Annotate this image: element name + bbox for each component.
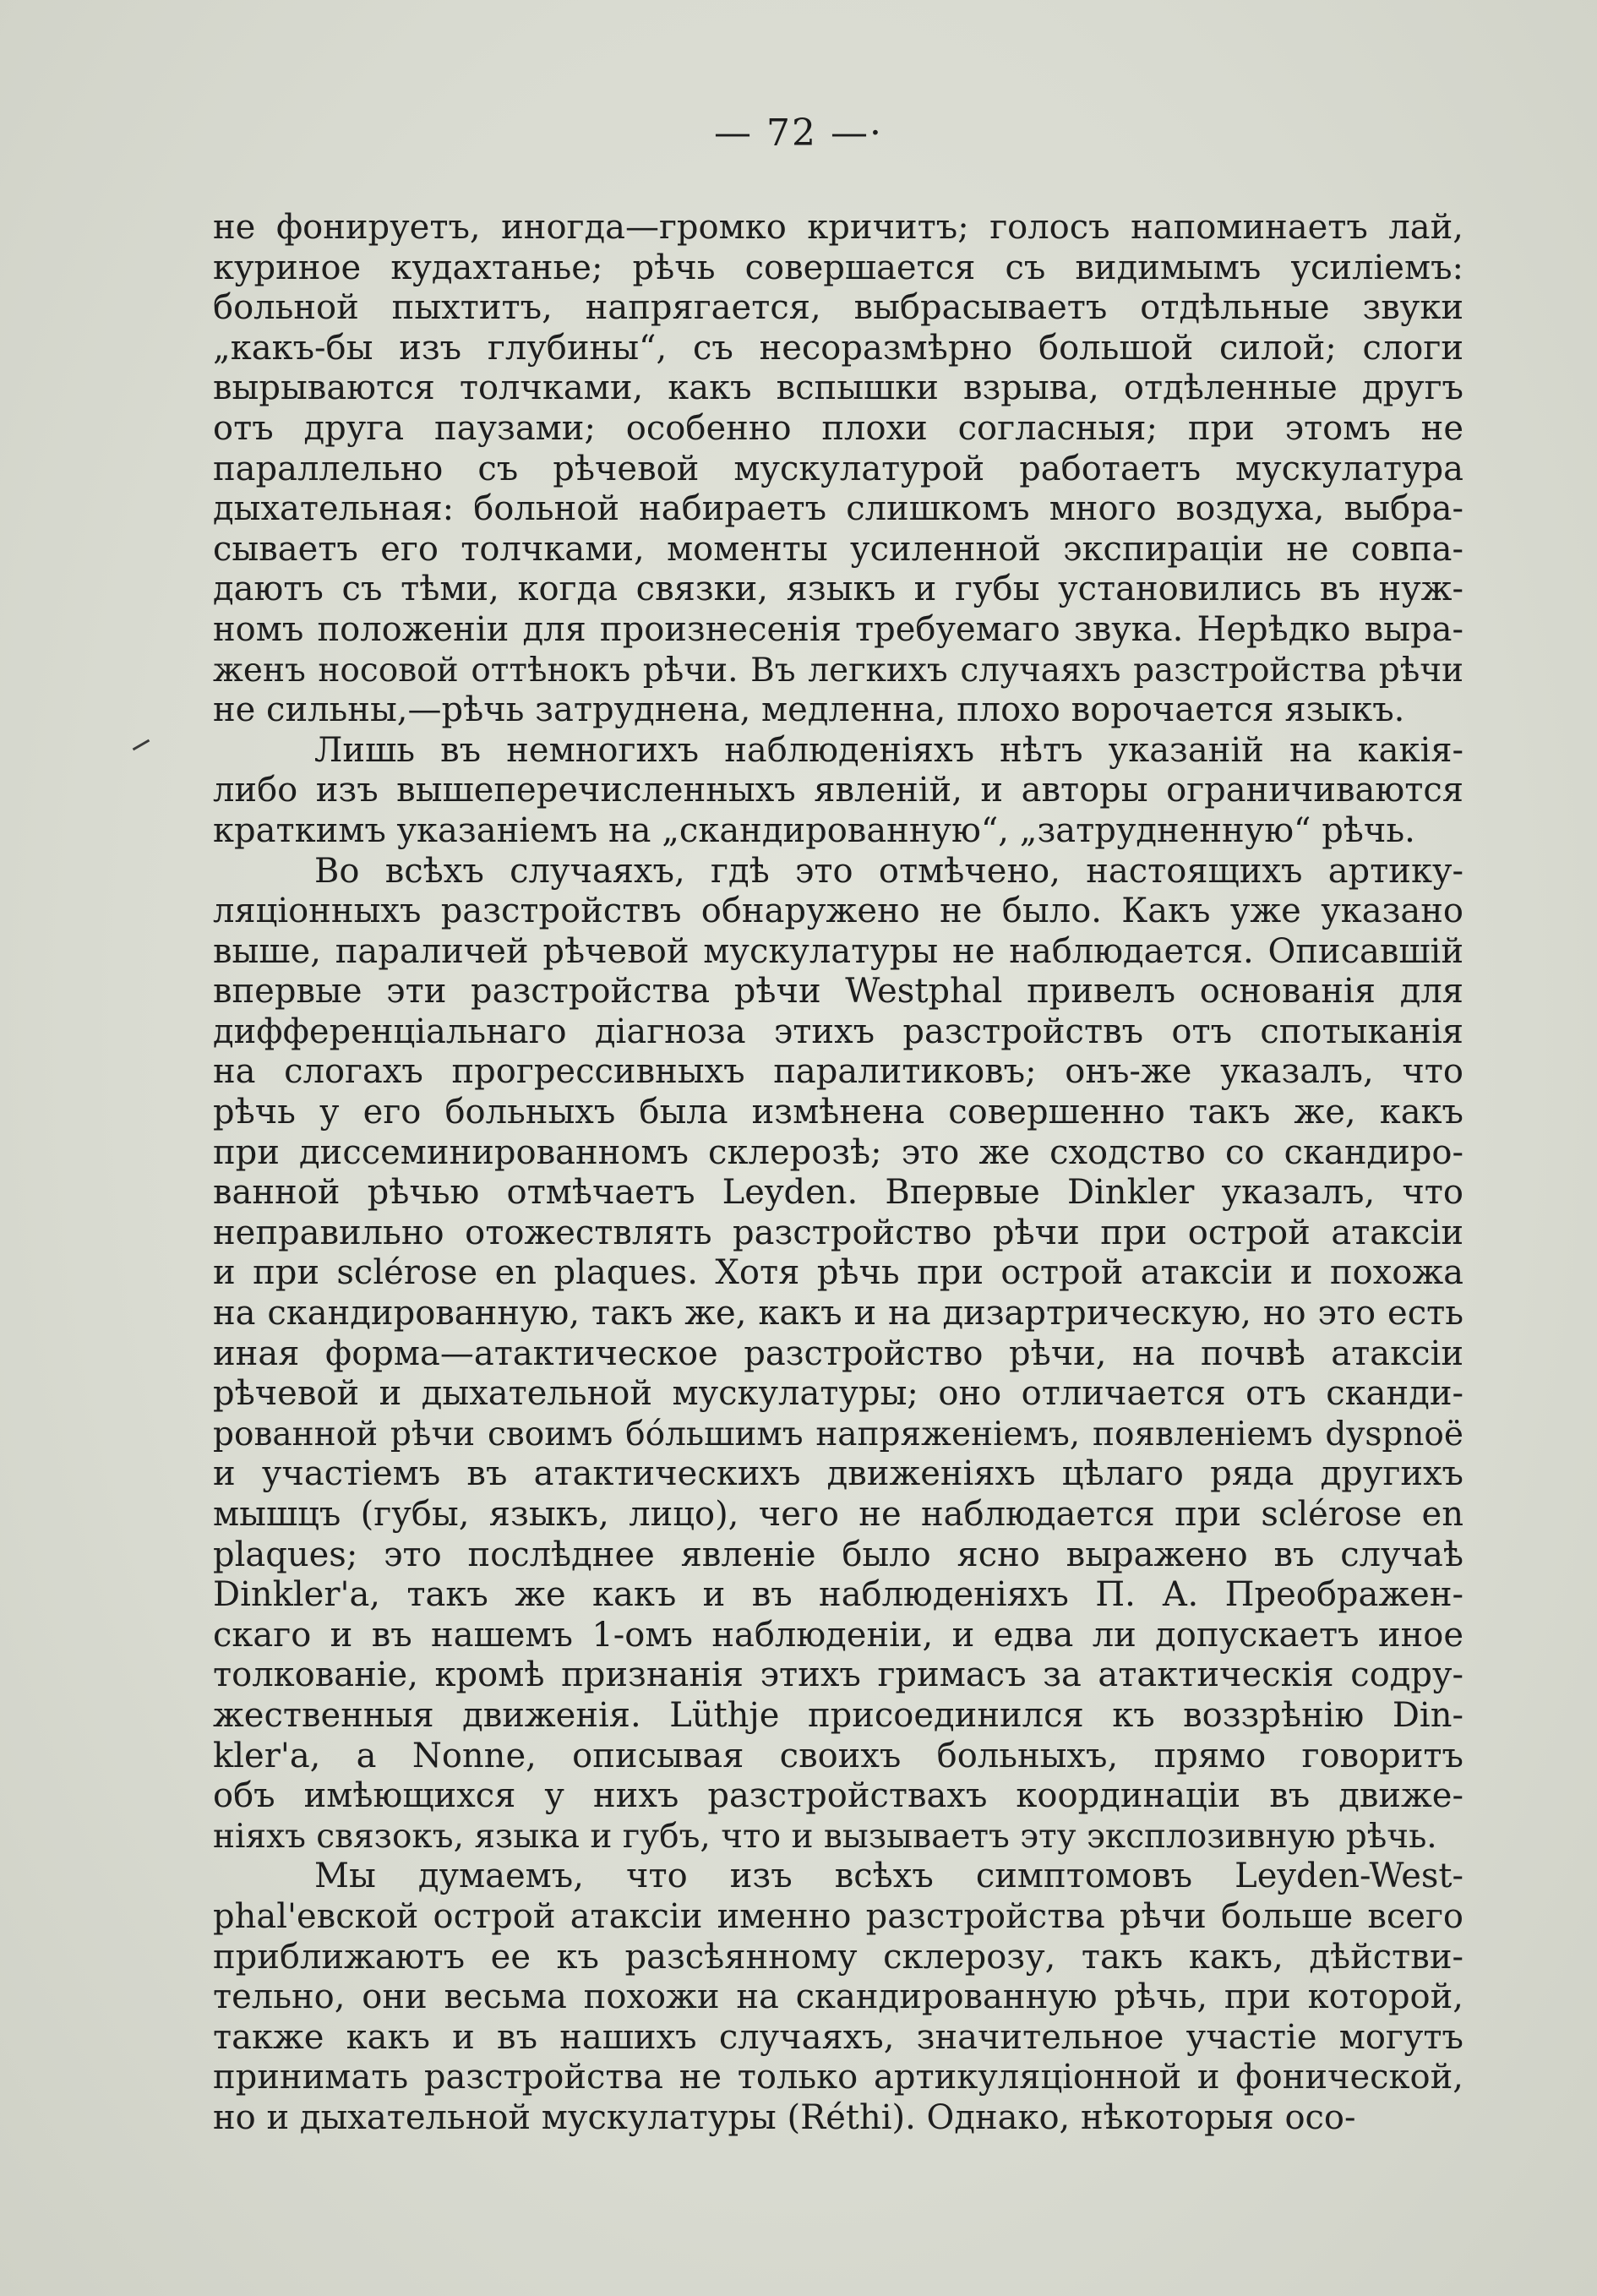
text-line: даютъ съ тѣми, когда связки, языкъ и губы установились въ нуж- xyxy=(213,570,1463,609)
text-line: дифференціальнаго діагноза этихъ разстройствъ отъ спотыканія xyxy=(213,1012,1463,1051)
body-text xyxy=(213,208,1463,2139)
margin-mark xyxy=(133,739,150,751)
text-line: и участіемъ въ атактическихъ движеніяхъ цѣлаго ряда другихъ xyxy=(213,1454,1463,1494)
text-line: принимать разстройства не только артикуляціонной и фонической, xyxy=(213,2058,1463,2097)
text-line: вырываются толчками, какъ вспышки взрыва, отдѣленные другъ xyxy=(213,368,1463,408)
text-line: женъ носовой оттѣнокъ рѣчи. Въ легкихъ случаяхъ разстройства рѣчи xyxy=(213,651,1463,690)
text-line: скаго и въ нашемъ 1-омъ наблюденіи, и едва ли допускаетъ иное xyxy=(213,1615,1463,1655)
text-line: на скандированную, такъ же, какъ и на дизартрическую, но это есть xyxy=(213,1294,1463,1333)
text-line: kler'а, а Nonne, описывая своихъ больныхъ, прямо говоритъ xyxy=(213,1736,1463,1775)
text-line: ляціонныхъ разстройствъ обнаружено не было. Какъ уже указано xyxy=(213,892,1463,931)
text-line: мышцъ (губы, языкъ, лицо), чего не наблюдается при sclérose en xyxy=(213,1495,1463,1534)
text-line: приближаютъ ее къ разсѣянному склерозу, такъ какъ, дѣйстви- xyxy=(213,1937,1463,1977)
text-line: номъ положеніи для произнесенія требуемаго звука. Нерѣдко выра- xyxy=(213,609,1463,649)
text-line: но и дыхательной мускулатуры (Réthi). Однако, нѣкоторыя осо- xyxy=(213,2097,1356,2137)
text-line: куриное кудахтанье; рѣчь совершается съ видимымъ усиліемъ: xyxy=(213,248,1463,287)
text-line: иная форма—атактическое разстройство рѣчи, на почвѣ атаксіи xyxy=(213,1333,1463,1373)
text-line: отъ друга паузами; особенно плохи согласныя; при этомъ не xyxy=(213,408,1463,448)
text-line: впервые эти разстройства рѣчи Westphal привелъ основанія для xyxy=(213,972,1463,1012)
text-line: Dinkler'а, такъ же какъ и въ наблюденіяхъ П. А. Преображен- xyxy=(213,1575,1463,1615)
text-line: Лишь въ немногихъ наблюденіяхъ нѣтъ указаній на какія- xyxy=(314,730,1463,770)
text-line: объ имѣющихся у нихъ разстройствахъ координаціи въ движе- xyxy=(213,1776,1463,1816)
text-line: при диссеминированномъ склерозѣ; это же сходство со скандиро- xyxy=(213,1132,1463,1172)
text-line: параллельно съ рѣчевой мускулатурой работаетъ мускулатура xyxy=(213,449,1463,488)
text-line: рѣчь у его больныхъ была измѣнена совершенно такъ же, какъ xyxy=(213,1093,1463,1132)
text-line: тельно, они весьма похожи на скандированную рѣчь, при которой, xyxy=(213,1977,1463,2017)
text-line: либо изъ вышеперечисленныхъ явленій, и авторы ограничиваются xyxy=(213,771,1463,810)
text-line: ванной рѣчью отмѣчаетъ Leyden. Впервые Dinkler указалъ, что xyxy=(213,1173,1463,1213)
text-line: неправильно отожествлять разстройство рѣчи при острой атаксіи xyxy=(213,1213,1463,1252)
text-line: не сильны,—рѣчь затруднена, медленна, плохо ворочается языкъ. xyxy=(213,690,1405,730)
text-line: жественныя движенія. Lüthje присоединился къ воззрѣнію Din- xyxy=(213,1695,1463,1735)
text-line: также какъ и въ нашихъ случаяхъ, значительное участіе могутъ xyxy=(213,2017,1463,2057)
text-line: Во всѣхъ случаяхъ, гдѣ это отмѣчено, настоящихъ артику- xyxy=(314,851,1463,891)
text-line: рѣчевой и дыхательной мускулатуры; оно отличается отъ сканди- xyxy=(213,1374,1463,1414)
page-number: — 72 —· xyxy=(714,112,883,155)
text-line: рованной рѣчи своимъ бо́льшимъ напряженіемъ, появленіемъ dyspnoë xyxy=(213,1415,1463,1453)
text-line: выше, параличей рѣчевой мускулатуры не наблюдается. Описавшій xyxy=(213,931,1463,971)
text-line: дыхательная: больной набираетъ слишкомъ много воздуха, выбра- xyxy=(213,489,1463,529)
text-line: толкованіе, кромѣ признанія этихъ гримасъ за атактическія содру- xyxy=(213,1655,1463,1695)
paragraph xyxy=(213,852,1463,1857)
text-line: и при sclérose en plaques. Хотя рѣчь при острой атаксіи и похожа xyxy=(213,1253,1463,1293)
paragraph xyxy=(213,1857,1463,2138)
text-line: краткимъ указаніемъ на „скандированную“, „затрудненную“ рѣчь. xyxy=(213,810,1415,850)
text-line: больной пыхтитъ, напрягается, выбрасываетъ отдѣльные звуки xyxy=(213,288,1463,328)
text-line: Мы думаемъ, что изъ всѣхъ симптомовъ Leyden-West- xyxy=(314,1857,1463,1896)
paragraph xyxy=(213,208,1463,731)
paragraph xyxy=(213,731,1463,852)
text-line: plaques; это послѣднее явленіе было ясно выражено въ случаѣ xyxy=(213,1535,1463,1574)
text-line: сываетъ его толчками, моменты усиленной экспираціи не совпа- xyxy=(213,529,1463,569)
text-line: не фонируетъ, иногда—громко кричитъ; голосъ напоминаетъ лай, xyxy=(213,208,1463,247)
text-line: ніяхъ связокъ, языка и губъ, что и вызываетъ эту эксплозивную рѣчь. xyxy=(213,1817,1437,1856)
text-line: phal'евской острой атаксіи именно разстройства рѣчи больше всего xyxy=(213,1896,1463,1936)
text-line: „какъ-бы изъ глубины“, съ несоразмѣрно большой силой; слоги xyxy=(213,328,1463,368)
text-line: на слогахъ прогрессивныхъ паралитиковъ; онъ-же указалъ, что xyxy=(213,1052,1463,1092)
